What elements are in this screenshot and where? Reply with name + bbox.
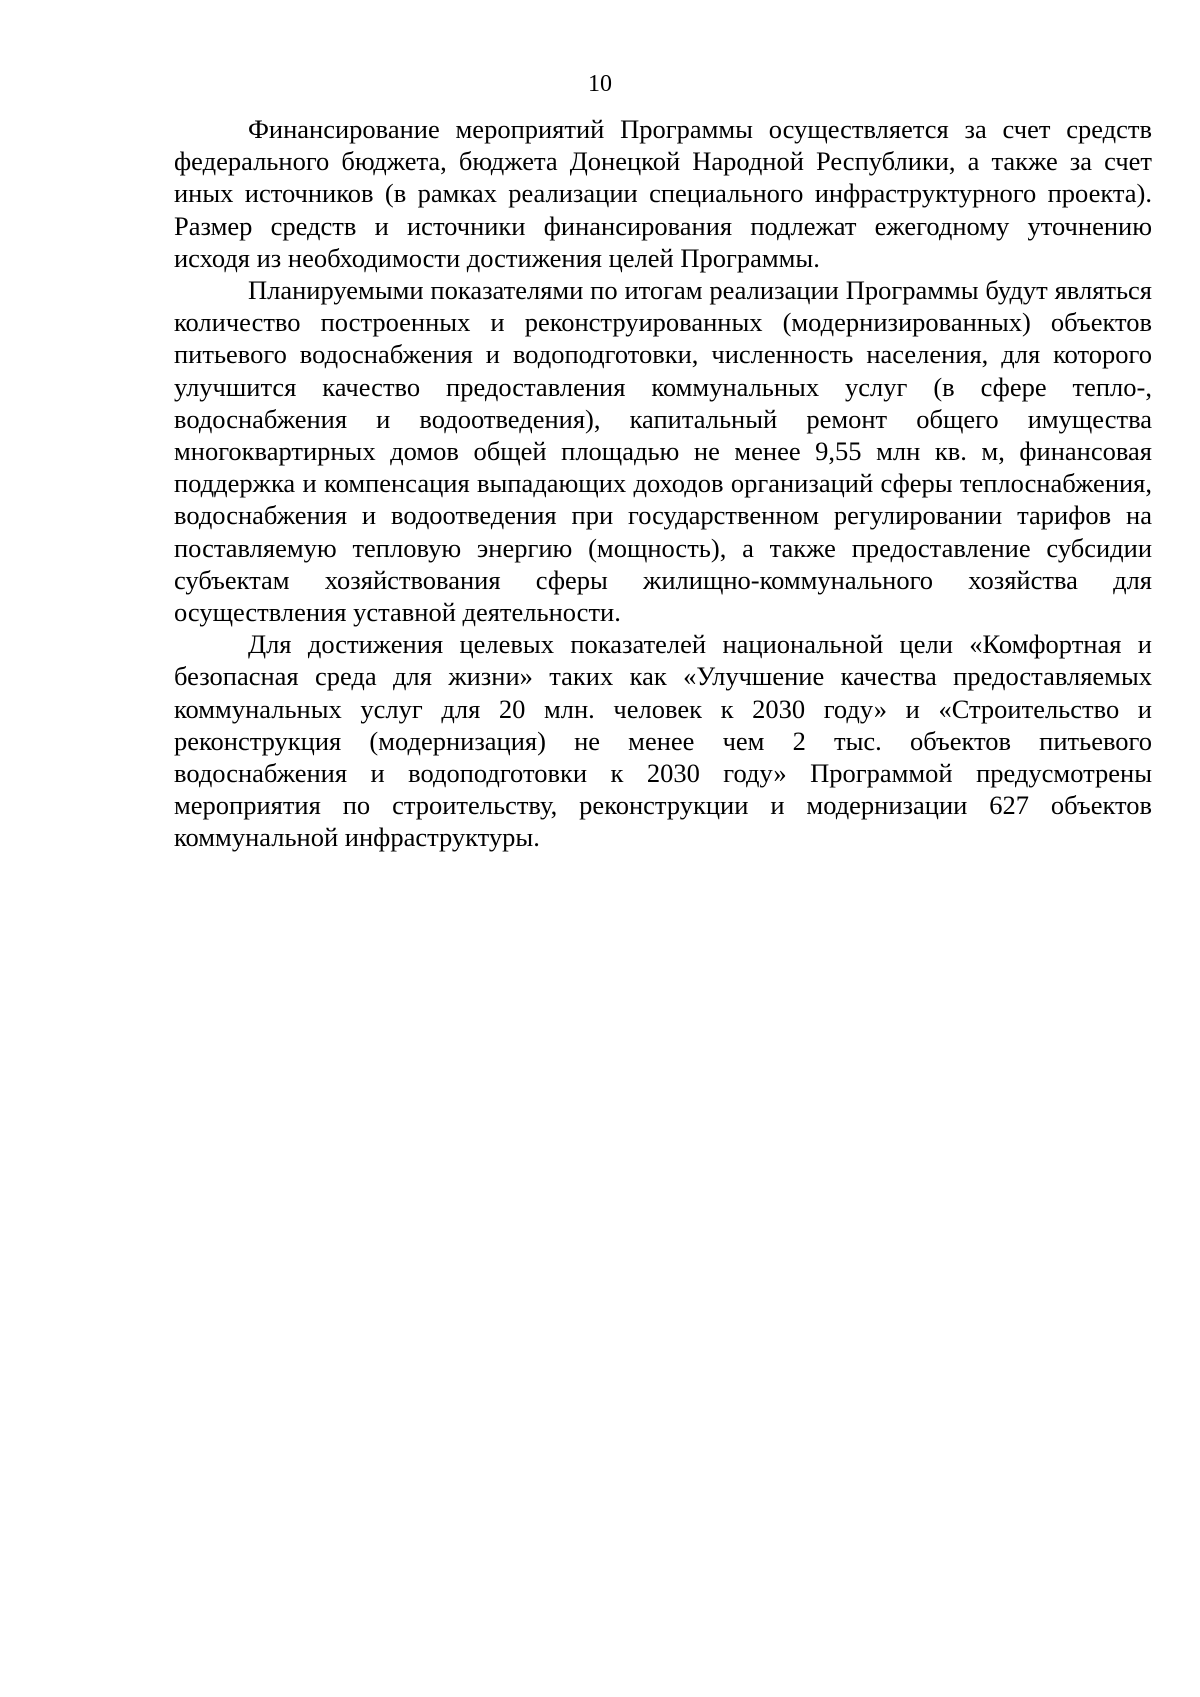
page-number: 10 [588,71,612,97]
paragraph-national-goals: Для достижения целевых показателей национальной цели «Комфортная и безопасная среда для жизни» таких как «Улучшение качества предоставляемых коммунальных услуг для 20 млн. человек к 2030 году» и «Строительство и реконструкция (модернизация) не менее чем 2 тыс. объектов питьевого водоснабжения и водоподготовки к 2030 году» Программой предусмотрены мероприятия по строительству, реконструкции и модернизации 627 объектов коммунальной инфраструктуры. [174,629,1152,853]
paragraph-financing: Финансирование мероприятий Программы осуществляется за счет средств федерального бюджета, бюджета Донецкой Народной Республики, а также за счет иных источников (в рамках реализации специального инфраструктурного проекта). Размер средств и источники финансирования подлежат ежегодному уточнению исходя из необходимости достижения целей Программы. [174,114,1152,273]
paragraph-planned-indicators: Планируемыми показателями по итогам реализации Программы будут являться количество построенных и реконструированных (модернизированных) объектов питьевого водоснабжения и водоподготовки, численность населения, для которого улучшится качество предоставления коммунальных услуг (в сфере тепло-, водоснабжения и водоотведения), капитальный ремонт общего имущества многоквартирных домов общей площадью не менее 9,55 млн кв. м, финансовая поддержка и компенсация выпадающих доходов организаций сферы теплоснабжения, водоснабжения и водоотведения при государственном регулировании тарифов на поставляемую тепловую энергию (мощность), а также предоставление субсидии субъектам хозяйствования сферы жилищно-коммунального хозяйства для осуществления уставной деятельности. [174,275,1152,628]
body-text [174,113,1152,854]
